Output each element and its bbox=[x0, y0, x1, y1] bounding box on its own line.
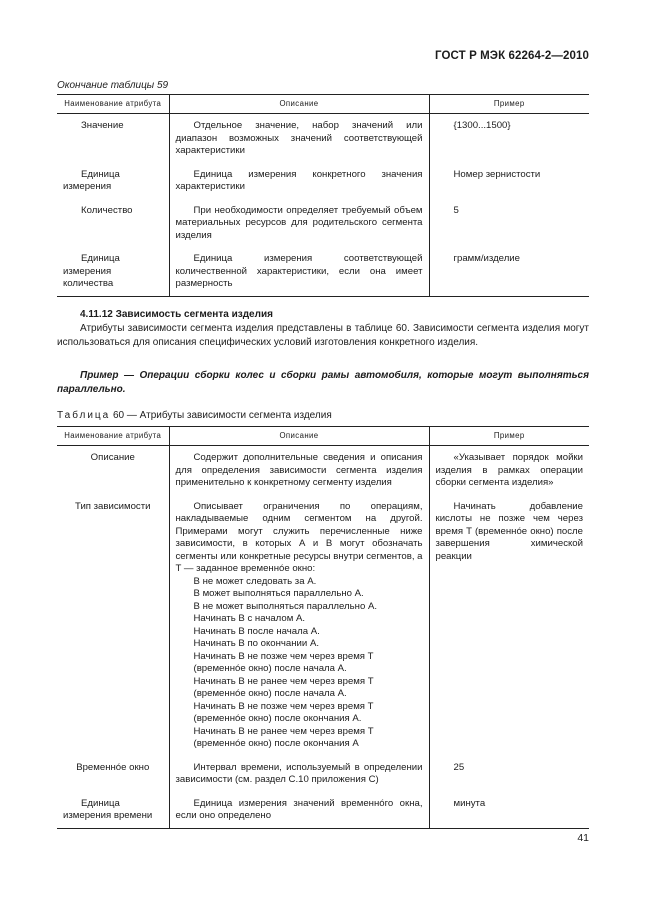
table-row bbox=[57, 163, 589, 199]
attribute-description: При необходимости определяет требуемый объем материальных ресурсов для родительского сегмента изделия bbox=[169, 199, 429, 248]
column-header-description: Описание bbox=[169, 427, 429, 446]
attribute-name: Временнóе окно bbox=[76, 761, 150, 773]
table-row bbox=[57, 446, 589, 495]
attribute-example: Начинать добавление кислоты не позже чем через время T (временнóе окно) после завершения химической реакции bbox=[429, 495, 589, 756]
table-60 bbox=[57, 426, 589, 829]
dependency-item: Начинать В не ранее чем через время T (временнóе окно) после окончания А bbox=[193, 725, 374, 749]
column-header-description: Описание bbox=[169, 95, 429, 114]
table-row bbox=[57, 114, 589, 163]
table59-caption: Окончание таблицы 59 bbox=[57, 80, 169, 91]
attribute-example: 25 bbox=[429, 756, 589, 792]
table-row bbox=[57, 495, 589, 756]
section-title: 4.11.12 Зависимость сегмента изделия bbox=[80, 309, 273, 320]
attribute-description: Содержит дополнительные сведения и описания для определения зависимости сегмента изделия применительно к конкретному сегменту изделия bbox=[169, 446, 429, 495]
attribute-example: «Указывает порядок мойки изделия в рамках операции сборки сегмента изделия» bbox=[429, 446, 589, 495]
attribute-name: Единица измерения времени bbox=[57, 792, 169, 829]
description-intro: Описывает ограничения по операциям, накладываемые одним сегментом на другой. Примерами могут служить перечисленные ниже зависимости, в которых А и В могут обозначать сегменты или конкретные ресурсы внутри сегментов, а T — заданное временнóе окно: bbox=[175, 500, 423, 574]
attribute-example: минута bbox=[429, 792, 589, 829]
dependency-item: Начинать В не позже чем через время T (временнóе окно) после окончания А. bbox=[193, 700, 374, 724]
dependency-item: В не может выполняться параллельно А. bbox=[193, 600, 378, 612]
section-paragraph: Атрибуты зависимости сегмента изделия представлены в таблице 60. Зависимости сегмента изделия могут использоваться для описания специфических условий изготовления конкретного изделия. bbox=[57, 323, 589, 348]
column-header-example: Пример bbox=[429, 427, 589, 446]
attribute-description bbox=[169, 495, 429, 756]
dependency-item: Начинать В не ранее чем через время T (временнóе окно) после начала А. bbox=[193, 675, 374, 699]
standard-header: ГОСТ Р МЭК 62264-2—2010 bbox=[435, 50, 589, 62]
attribute-name: Единица измерения bbox=[63, 168, 120, 192]
table-header-row bbox=[57, 95, 589, 114]
table60-caption-label: Таблица bbox=[57, 410, 111, 421]
table60-caption-text: 60 — Атрибуты зависимости сегмента изделия bbox=[113, 410, 332, 421]
attribute-name: Тип зависимости bbox=[75, 500, 151, 512]
attribute-name: Количество bbox=[81, 204, 133, 216]
attribute-example: Номер зернистости bbox=[429, 163, 589, 199]
attribute-example: {1300...1500} bbox=[429, 114, 589, 163]
column-header-attribute: Наименование атрибута bbox=[57, 427, 169, 446]
attribute-name: Описание bbox=[90, 452, 135, 463]
dependency-item: Начинать В по окончании А. bbox=[193, 638, 320, 649]
table60-caption bbox=[57, 410, 332, 421]
attribute-description: Отдельное значение, набор значений или диапазон возможных значений соответствующей характеристики bbox=[169, 114, 429, 163]
attribute-name: Единица измерения количества bbox=[57, 247, 169, 296]
attribute-description: Единица измерения конкретного значения характеристики bbox=[169, 163, 429, 199]
attribute-example: 5 bbox=[429, 199, 589, 248]
column-header-attribute: Наименование атрибута bbox=[57, 95, 169, 114]
table-row bbox=[57, 199, 589, 248]
dependency-item: В может выполняться параллельно А. bbox=[193, 588, 364, 599]
table-row bbox=[57, 792, 589, 829]
table-header-row bbox=[57, 427, 589, 446]
dependency-item: В не может следовать за А. bbox=[193, 575, 317, 587]
table-row bbox=[57, 756, 589, 792]
dependency-item: Начинать В с началом А. bbox=[193, 613, 306, 624]
table-59 bbox=[57, 94, 589, 297]
attribute-name: Значение bbox=[81, 120, 124, 131]
attribute-description: Единица измерения значений временнóго окна, если оно определено bbox=[169, 792, 429, 829]
attribute-description: Единица измерения соответствующей количественной характеристики, если она имеет размерность bbox=[169, 247, 429, 296]
dependency-item: Начинать В после начала А. bbox=[193, 625, 320, 637]
section-example: Пример — Операции сборки колес и сборки рамы автомобиля, которые могут выполняться параллельно. bbox=[57, 370, 589, 395]
page-number: 41 bbox=[577, 832, 589, 844]
table-row bbox=[57, 247, 589, 296]
dependency-item: Начинать В не позже чем через время T (временнóе окно) после начала А. bbox=[193, 650, 374, 674]
attribute-example: грамм/изделие bbox=[429, 247, 589, 296]
column-header-example: Пример bbox=[429, 95, 589, 114]
attribute-description: Интервал времени, используемый в определении зависимости (см. раздел С.10 приложения С) bbox=[169, 756, 429, 792]
